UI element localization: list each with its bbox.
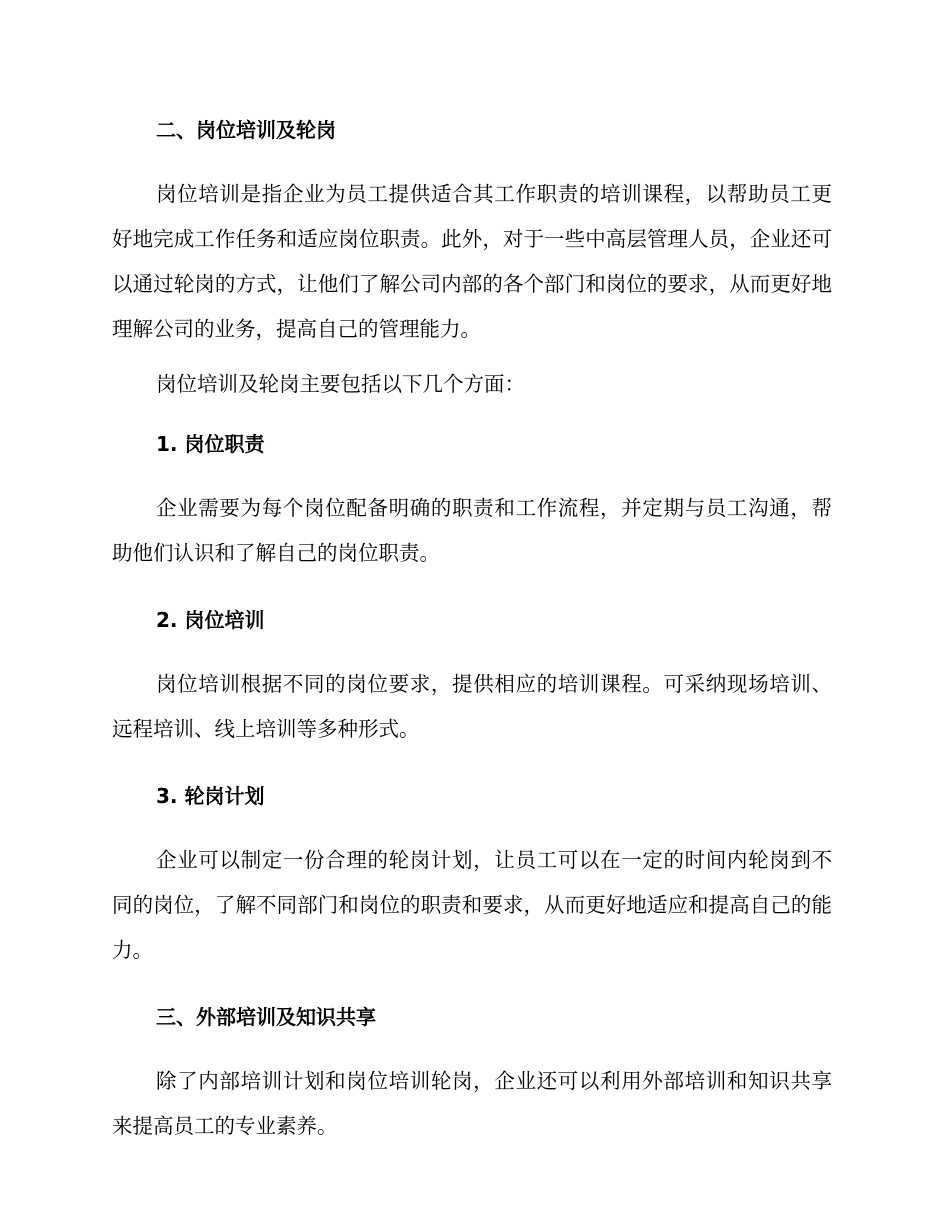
section-heading-3: 三、外部培训及知识共享 — [156, 1005, 376, 1029]
item-paragraph-3: 企业可以制定一份合理的轮岗计划，让员工可以在一定的时间内轮岗到不同的岗位，了解不同部门和岗位的职责和要求，从而更好地适应和提高自己的能力。 — [112, 848, 832, 962]
section-2-lead-paragraph: 岗位培训及轮岗主要包括以下几个方面： — [156, 372, 525, 396]
section-2-intro-paragraph: 岗位培训是指企业为员工提供适合其工作职责的培训课程，以帮助员工更好地完成工作任务和适应岗位职责。此外，对于一些中高层管理人员，企业还可以通过轮岗的方式，让他们了解公司内部的各个部门和岗位的要求，从而更好地理解公司的业务，提高自己的管理能力。 — [112, 182, 832, 341]
item-paragraph-1: 企业需要为每个岗位配备明确的职责和工作流程，并定期与员工沟通，帮助他们认识和了解自己的岗位职责。 — [112, 496, 832, 565]
item-heading-3: 3. 轮岗计划 — [156, 784, 265, 808]
section-3-intro-paragraph: 除了内部培训计划和岗位培训轮岗，企业还可以利用外部培训和知识共享来提高员工的专业素养。 — [112, 1069, 832, 1138]
section-heading-2: 二、岗位培训及轮岗 — [156, 118, 336, 142]
document-page — [112, 114, 832, 1149]
item-paragraph-2: 岗位培训根据不同的岗位要求，提供相应的培训课程。可采纳现场培训、远程培训、线上培训等多种形式。 — [112, 672, 832, 741]
item-heading-1: 1. 岗位职责 — [156, 432, 265, 456]
item-heading-2: 2. 岗位培训 — [156, 608, 265, 632]
